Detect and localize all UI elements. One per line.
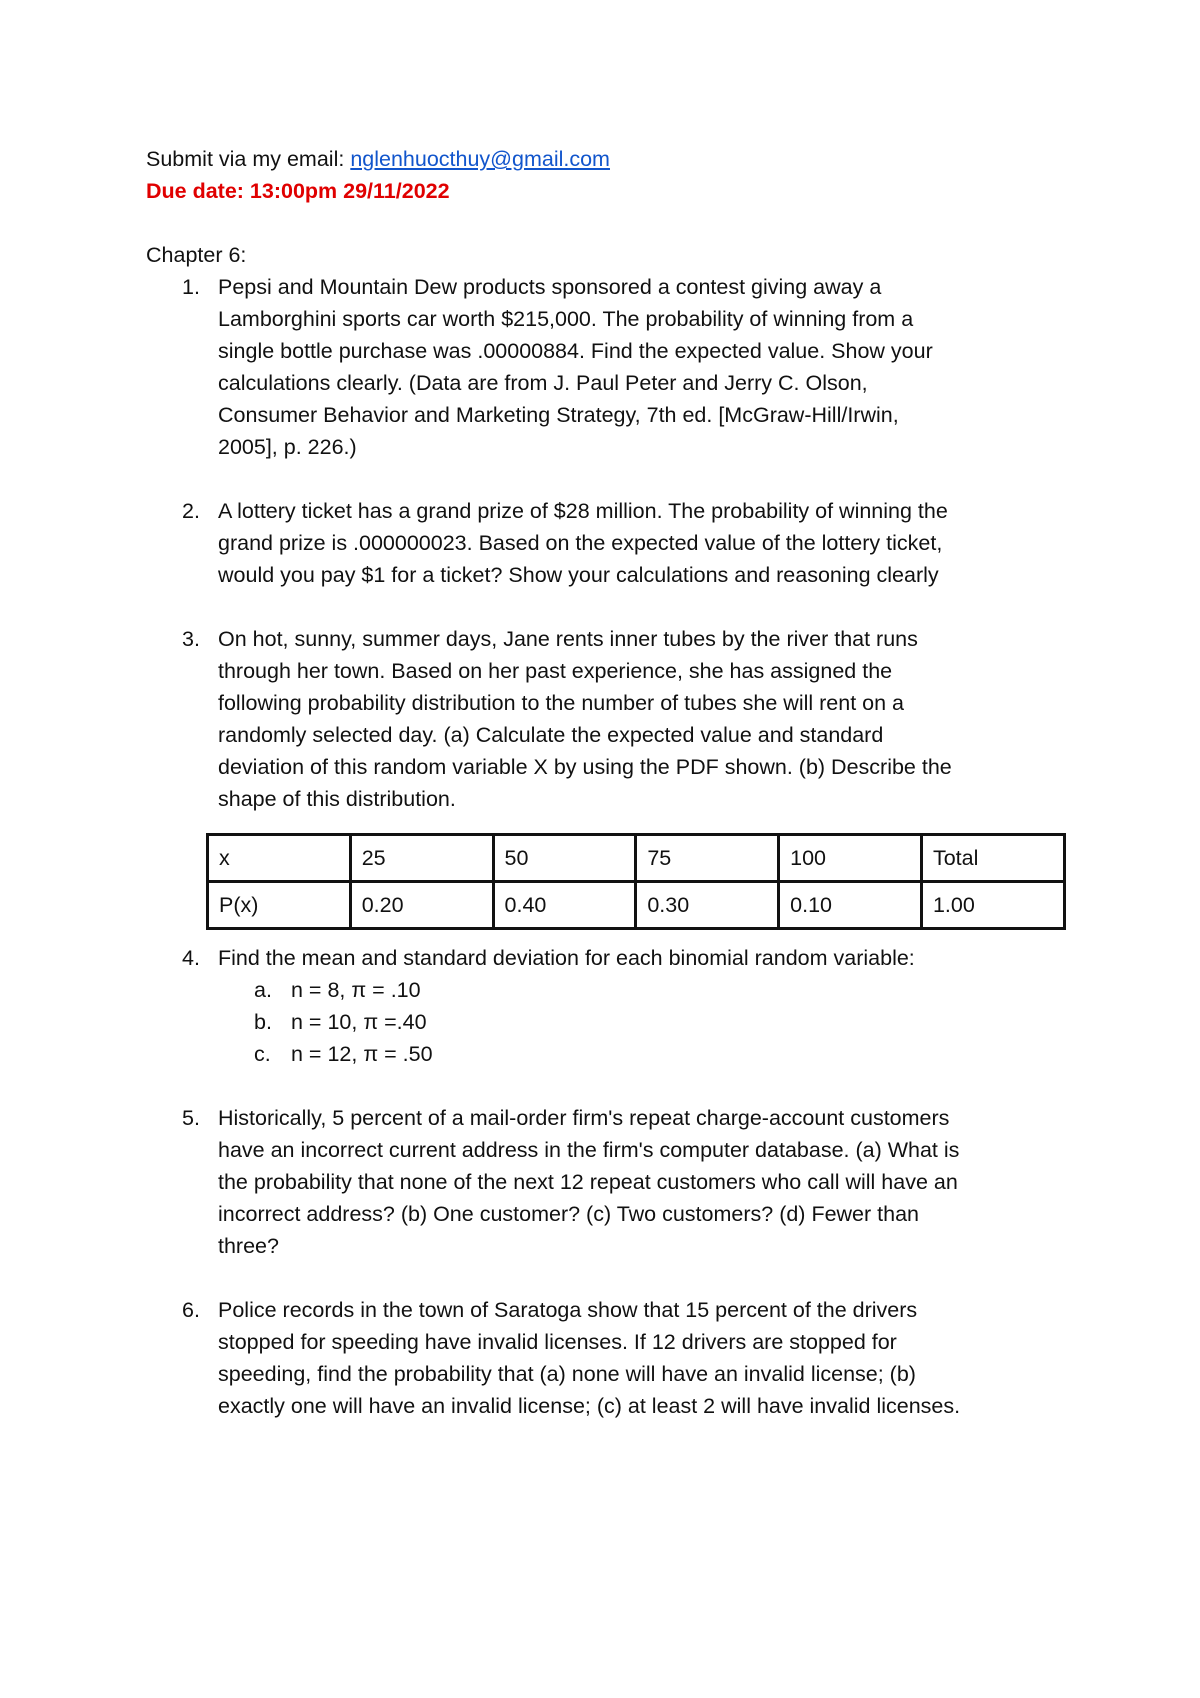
question-2 (146, 495, 1066, 591)
table-cell: 0.20 (350, 882, 493, 929)
question-text-line: three? (218, 1234, 279, 1258)
question-text-line: incorrect address? (b) One customer? (c) Two customers? (d) Fewer than (218, 1202, 919, 1226)
sub-question-c (146, 1038, 1066, 1070)
table-cell: x (208, 835, 351, 882)
question-text-line: through her town. Based on her past experience, she has assigned the (218, 659, 893, 683)
table-row (208, 882, 1065, 929)
document-page (146, 143, 1066, 1422)
sub-question-text: n = 10, π =.40 (291, 1010, 427, 1034)
question-text-line: speeding, find the probability that (a) none will have an invalid license; (b) (218, 1362, 916, 1386)
question-text-line: single bottle purchase was .00000884. Find the expected value. Show your (218, 339, 933, 363)
question-text-line: stopped for speeding have invalid licenses. If 12 drivers are stopped for (218, 1330, 897, 1354)
question-6 (146, 1294, 1066, 1422)
question-number: 4. (182, 946, 200, 970)
question-5 (146, 1102, 1066, 1262)
submit-prefix: Submit via my email: (146, 147, 351, 171)
question-1 (146, 271, 1066, 463)
table-cell: Total (921, 835, 1064, 882)
table-cell: 0.40 (493, 882, 636, 929)
question-text-line: exactly one will have an invalid license; (c) at least 2 will have invalid licenses. (218, 1394, 961, 1418)
question-text-line: shape of this distribution. (218, 787, 456, 811)
question-text-line: grand prize is .000000023. Based on the expected value of the lottery ticket, (218, 531, 943, 555)
email-link[interactable]: nglenhuocthuy@gmail.com (350, 147, 610, 171)
table-cell: 75 (636, 835, 779, 882)
question-text-line: Police records in the town of Saratoga show that 15 percent of the drivers (218, 1298, 918, 1322)
question-text-line: Pepsi and Mountain Dew products sponsored a contest giving away a (218, 275, 882, 299)
question-number: 6. (182, 1298, 200, 1322)
sub-question-a (146, 974, 1066, 1006)
question-text-line: Lamborghini sports car worth $215,000. The probability of winning from a (218, 307, 914, 331)
question-text-line: Historically, 5 percent of a mail-order firm's repeat charge-account customers (218, 1106, 950, 1130)
sub-question-letter: c. (254, 1042, 271, 1066)
question-text-line: On hot, sunny, summer days, Jane rents inner tubes by the river that runs (218, 627, 918, 651)
table-cell: 100 (779, 835, 922, 882)
question-number: 3. (182, 627, 200, 651)
question-text-line: A lottery ticket has a grand prize of $28 million. The probability of winning the (218, 499, 948, 523)
question-number: 2. (182, 499, 200, 523)
sub-question-letter: b. (254, 1010, 272, 1034)
question-3 (146, 623, 1066, 815)
question-text-line: Find the mean and standard deviation for each binomial random variable: (218, 946, 915, 970)
question-number: 5. (182, 1106, 200, 1130)
sub-question-letter: a. (254, 978, 272, 1002)
question-text-line: the probability that none of the next 12 repeat customers who call will have an (218, 1170, 958, 1194)
table-cell: 50 (493, 835, 636, 882)
sub-question-text: n = 8, π = .10 (291, 978, 421, 1002)
question-text-line: following probability distribution to the number of tubes she will rent on a (218, 691, 904, 715)
question-text-line: 2005], p. 226.) (218, 435, 357, 459)
submit-line (146, 143, 1066, 175)
question-text-line: would you pay $1 for a ticket? Show your calculations and reasoning clearly (218, 563, 939, 587)
question-number: 1. (182, 275, 200, 299)
question-4 (146, 942, 1066, 974)
question-text-line: calculations clearly. (Data are from J. Paul Peter and Jerry C. Olson, (218, 371, 868, 395)
table-cell: 0.10 (779, 882, 922, 929)
question-text-line: randomly selected day. (a) Calculate the expected value and standard (218, 723, 884, 747)
due-date: Due date: 13:00pm 29/11/2022 (146, 179, 450, 203)
probability-table (206, 833, 1066, 930)
question-text-line: have an incorrect current address in the firm's computer database. (a) What is (218, 1138, 960, 1162)
sub-question-text: n = 12, π = .50 (291, 1042, 433, 1066)
sub-question-b (146, 1006, 1066, 1038)
question-text-line: deviation of this random variable X by using the PDF shown. (b) Describe the (218, 755, 952, 779)
question-text-line: Consumer Behavior and Marketing Strategy, 7th ed. [McGraw-Hill/Irwin, (218, 403, 899, 427)
table-cell: 25 (350, 835, 493, 882)
table-row (208, 835, 1065, 882)
chapter-heading: Chapter 6: (146, 243, 247, 267)
table-cell: 0.30 (636, 882, 779, 929)
table-cell: 1.00 (921, 882, 1064, 929)
table-cell: P(x) (208, 882, 351, 929)
